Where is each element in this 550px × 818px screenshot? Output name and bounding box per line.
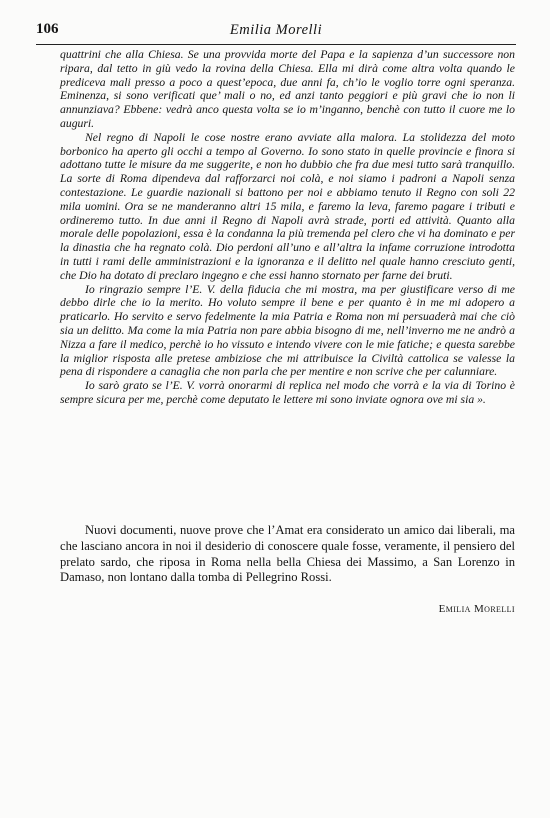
running-head: Emilia Morelli <box>229 22 323 38</box>
page-header <box>36 21 516 43</box>
quote-paragraph-1: quattrini che alla Chiesa. Se una provvida morte del Papa e la sapienza d’un successore non ripara, dal tetto in giù vedo la rovina della Chiesa. Ella mi dirà come altra volta quando le prediceva mali presso a poco a quest’epoca, due anni fa, ch’io le voglio torre ogni speranza. Eminenza, si sono verificati que’ mali o no, ed anzi tanto peggiori e più gravi che io non li annunziava? Ebbene: vedrà anco questa volta se io m’inganno, benchè con tutto il cuore me lo auguri. <box>60 48 515 130</box>
body-paragraph: Nuovi documenti, nuove prove che l’Amat era considerato un amico dai liberali, ma che lasciano ancora in noi il desiderio di conoscere quale fosse, veramente, il pensiero del prelato sardo, che riposa in Roma nella bella Chiesa dei Massimo, a San Lorenzo in Damaso, non lontano dalla tomba di Pellegrino Rossi. <box>60 523 515 585</box>
quote-paragraph-2: Nel regno di Napoli le cose nostre erano avviate alla malora. La stolidezza del moto borbonico ha aperto gli occhi a tempo al Governo. Io sono stato in quelle provincie e finora si adottano tutte le misure da me suggerite, e non ho dubbio che fra due mesi tutto sarà tranquillo. La sorte di Roma dipendeva dal rafforzarci noi colà, e noi siamo i padroni a Napoli senza contestazione. Le guardie nazionali si battono per noi e abbiamo tenuto il Regno con soli 22 mila uomini. Ora se ne manderanno altri 15 mila, e faremo la leva, faremo pagare i tributi e ordineremo tutto. In due anni il Regno di Napoli avrà strade, porti ed attività. Quanto alla morale delle popolazioni, essa è la condanna la più tremenda pel clero che vi ha dominato e per la dinastia che ha regnato colà. Dio perdoni all’uno e all’altra la infame corruzione introdotta in tutti i rami delle amministrazioni e la ignoranza e il delitto nel quale hanno cresciuto genti, che Dio ha dotato di preclaro ingegno e che essi hanno stornato per farne dei bruti. <box>60 130 515 282</box>
header-rule <box>36 44 516 45</box>
quoted-letter <box>60 48 515 407</box>
quote-paragraph-4: Io sarò grato se l’E. V. vorrà onorarmi di replica nel modo che vorrà e la via di Torino è sempre sicura per me, perchè come deputato le lettere mi sono inviate ognora ove mi sia ». <box>60 379 515 406</box>
author-signature: Emilia Morelli <box>438 603 515 615</box>
page-number: 106 <box>36 21 59 37</box>
body-text <box>60 523 515 586</box>
quote-paragraph-3: Io ringrazio sempre l’E. V. della fiducia che mi mostra, ma per giustificare verso di me debbo dirle che io la merito. Ho voluto sempre il bene e per quanto è in me mi adopero a praticarlo. Ho servito e servo fedelmente la mia Patria e Roma non mi persuaderà mai che ciò sia un delitto. Ma come la mia Patria non pare abbia bisogno di me, nell’inverno me ne andrò a Nizza a fare il medico, perchè io ho vissuto e intendo vivere con le mie fatiche; e questa sarebbe la miglior risposta alle pretese ambiziose che mi attribuisce la Civiltà cattolica se valesse la pena di rispondere a canaglia che non parla che per mentire e non scrive che per calunniare. <box>60 282 515 379</box>
